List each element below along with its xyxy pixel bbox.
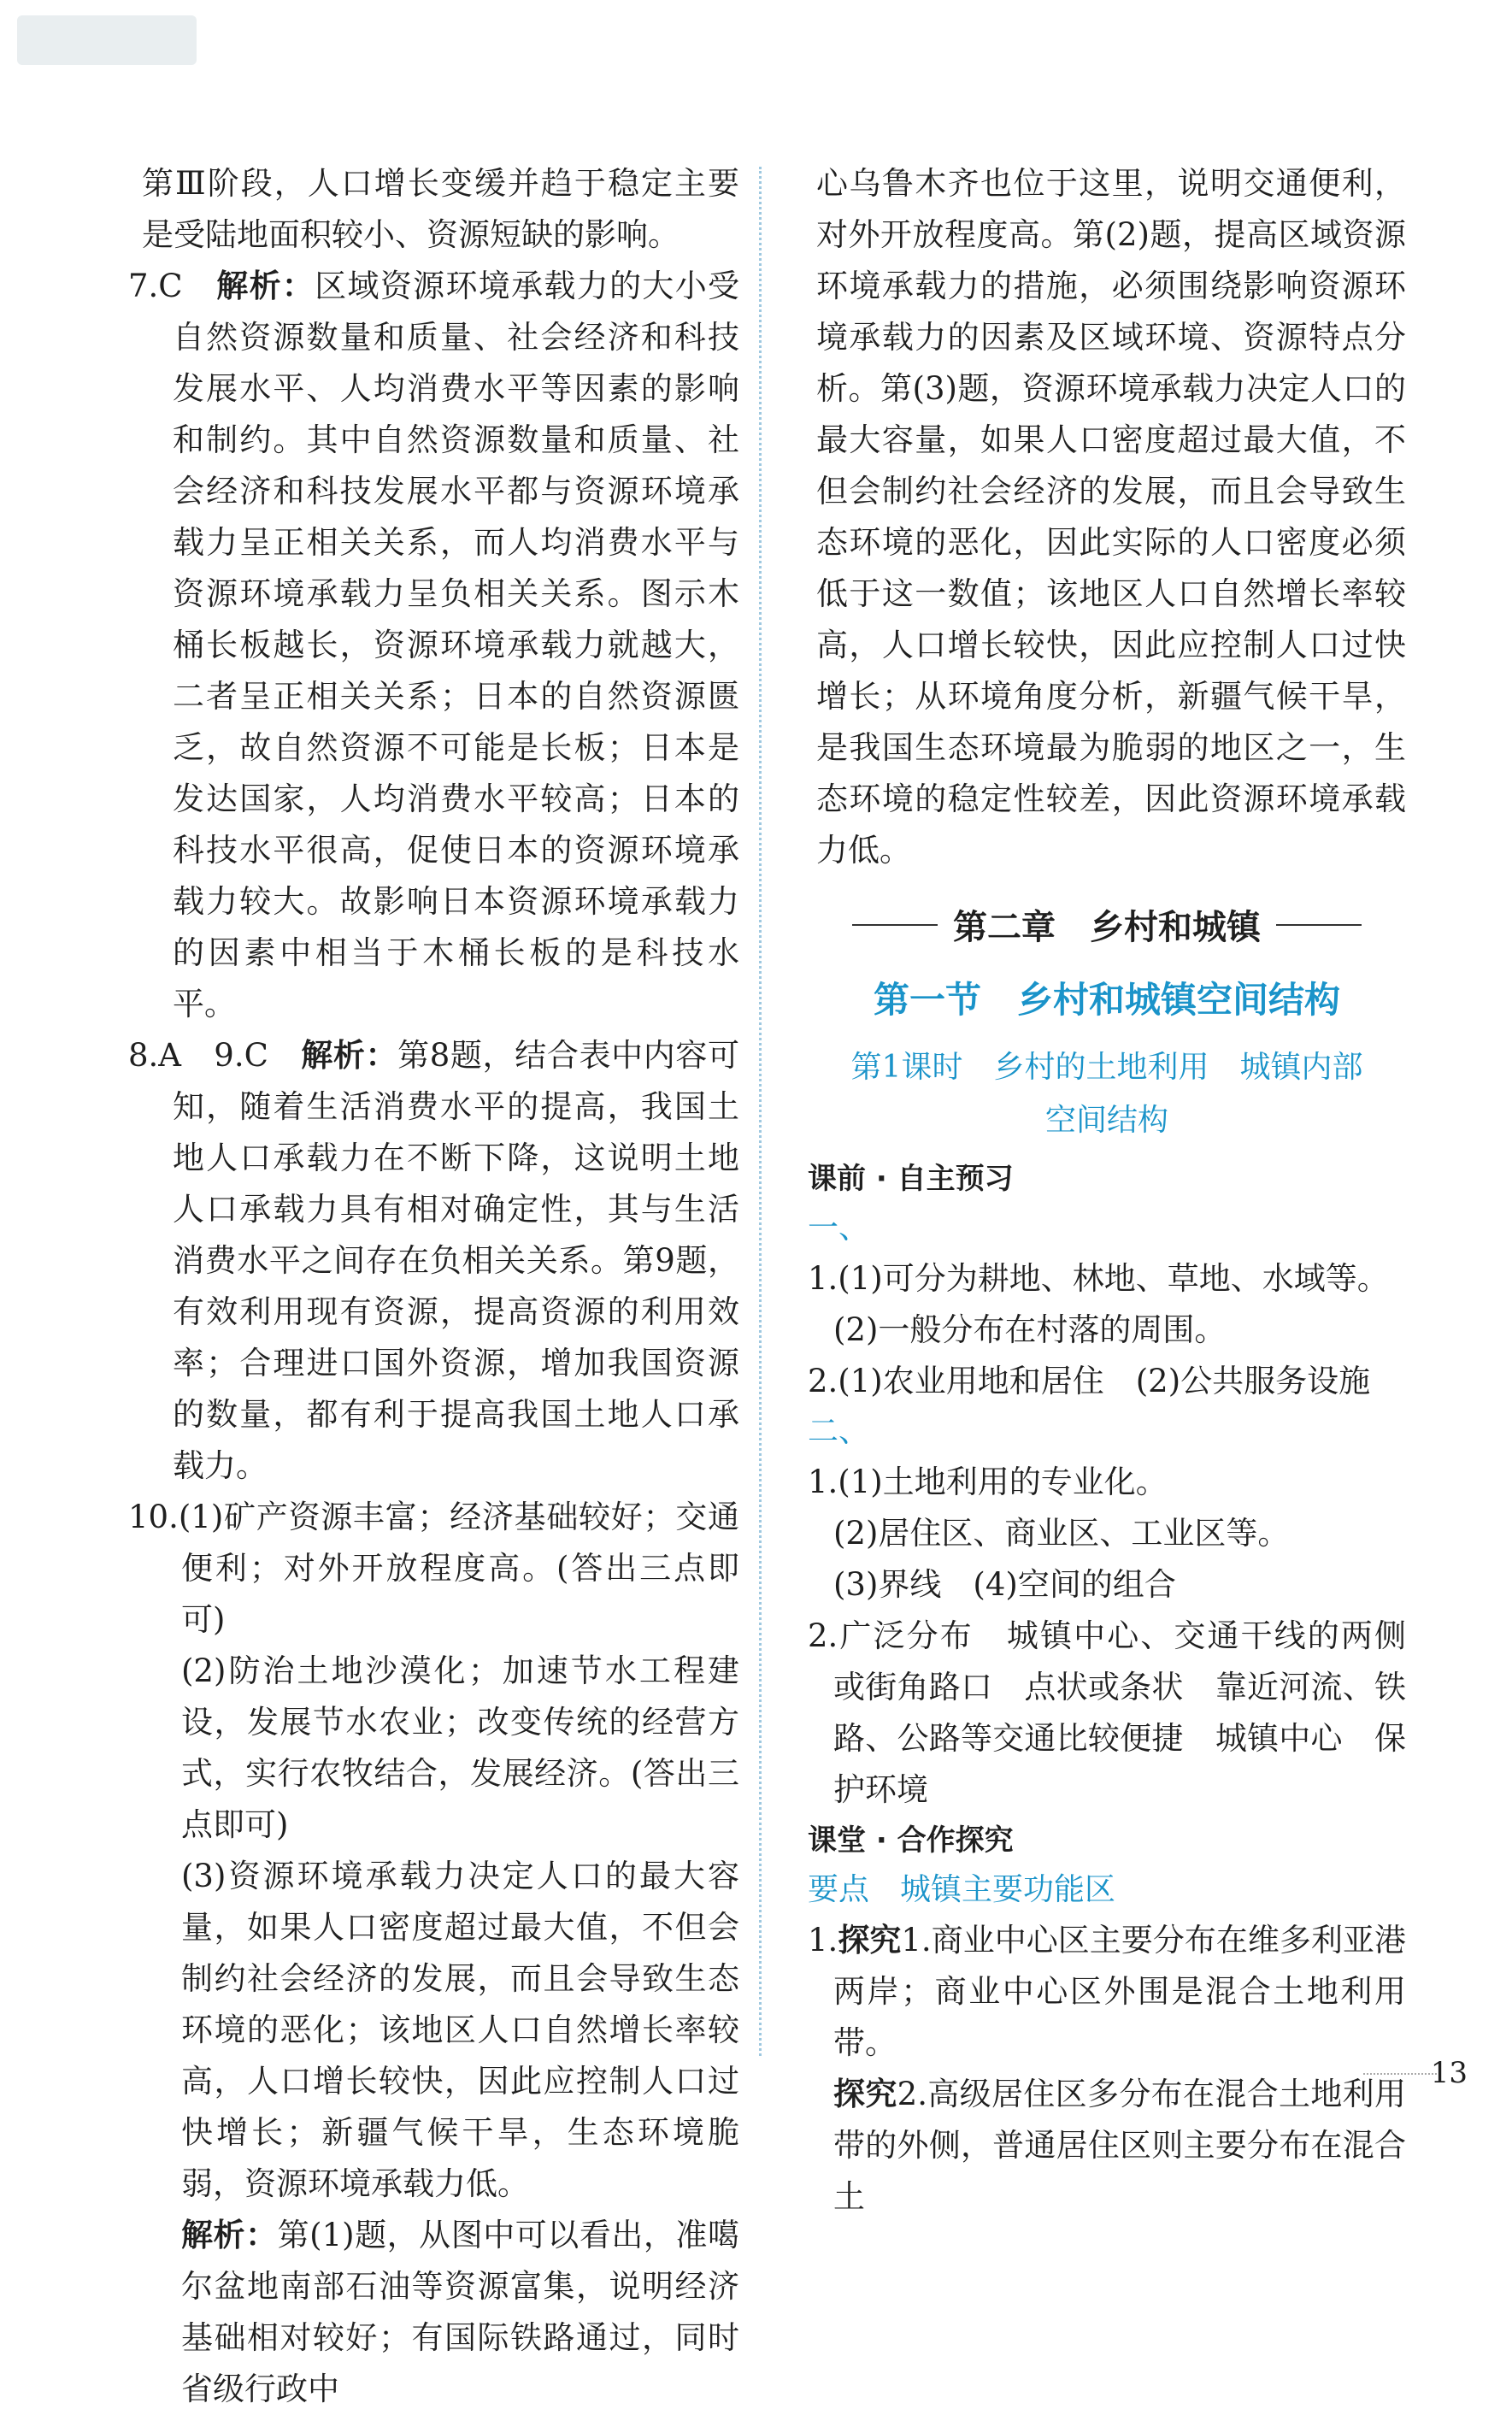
- part-two-item: (2)居住区、商业区、工业区等。: [833, 1515, 1290, 1552]
- left-column: [128, 158, 739, 2415]
- answer-8-9: [128, 1030, 739, 1492]
- part-one-label: 一、: [808, 1210, 870, 1246]
- answer-number: 8.A 9.C: [128, 1037, 268, 1074]
- analysis-label: 解析：: [216, 268, 315, 304]
- answer-10-part-1: [128, 1492, 739, 1646]
- analysis-continuation: 心乌鲁木齐也位于这里，说明交通便利，对外开放程度高。第(2)题，提高区域资源环境承载力的措施，必须围绕影响资源环境承载力的因素及区域环境、资源特点分析。第(3)题，资源环境承载力决定人口的最大容量，如果人口密度超过最大值，不但会制约社会经济的发展，而且会导致生态环境的恶化，因此实际的人口密度必须低于这一数值；该地区人口自然增长率较高，人口增长较快，因此应控制人口过快增长；从环境角度分析，新疆气候干旱，是我国生态环境最为脆弱的地区之一，生态环境的稳定性较差，因此资源环境承载力低。: [816, 165, 1406, 869]
- explore-item-1: [808, 1915, 1406, 2069]
- explore-number: 1.: [808, 1922, 838, 1959]
- answer-number: 10.: [128, 1499, 179, 1535]
- chapter-rule-right: [1276, 924, 1362, 926]
- part-one-item: 1.(1)可分为耕地、林地、草地、水域等。: [808, 1260, 1389, 1297]
- explore-text: 1.商业中心区主要分布在维多利亚港两岸；商业中心区外围是混合土地利用带。: [833, 1922, 1406, 2061]
- lesson-title: [808, 1041, 1406, 1147]
- explore-label: 探究: [838, 1922, 902, 1959]
- page-number: 13: [1430, 2056, 1468, 2090]
- answer-number: 7.C: [128, 268, 183, 304]
- page-number-dots: [1363, 2073, 1440, 2075]
- answer-text: 第8题，结合表中内容可知，随着生活消费水平的提高，我国土地人口承载力在不断下降，这说明土地人口承载力具有相对确定性，其与生活消费水平之间存在负相关关系。第9题，有效利用现有资源，提高资源的利用效率；合理进口国外资源，增加我国资源的数量，都有利于提高我国土地人口承载力。: [173, 1037, 740, 1484]
- key-point-title: 要点 城镇主要功能区: [808, 1872, 1116, 1907]
- answer-10-part-2: (2)防治土地沙漠化；加速节水工程建设，发展节水农业；改变传统的经营方式，实行农牧结合，发展经济。(答出三点即可): [181, 1652, 739, 1843]
- part-two-item: 2.广泛分布 城镇中心、交通干线的两侧或街角路口 点状或条状 靠近河流、铁路、公路等交通比较便捷 城镇中心 保护环境: [808, 1617, 1406, 1808]
- answer-text: (1)矿产资源丰富；经济基础较好；交通便利；对外开放程度高。(答出三点即可): [178, 1499, 739, 1638]
- analysis-label: 解析：: [181, 2217, 278, 2253]
- right-column: [808, 158, 1406, 2223]
- chapter-rule-left: [852, 924, 938, 926]
- section-title: 第一节 乡村和城镇空间结构: [873, 979, 1340, 1021]
- part-one-item: 2.(1)农业用地和居住 (2)公共服务设施: [808, 1363, 1371, 1399]
- lesson-title-line-1: 第1课时 乡村的土地利用 城镇内部: [850, 1050, 1363, 1085]
- in-class-header: 课堂 · 合作探究: [808, 1823, 1014, 1858]
- chapter-title-text: 第二章 乡村和城镇: [953, 908, 1261, 947]
- part-two-item: 1.(1)土地利用的专业化。: [808, 1464, 1168, 1500]
- answer-text: 第(1)题，从图中可以看出，准噶尔盆地南部石油等资源富集，说明经济基础相对较好；有国际铁路通过，同时省级行政中: [181, 2217, 739, 2407]
- analysis-label: 解析：: [301, 1037, 398, 1074]
- chapter-title: [808, 900, 1406, 949]
- explore-item-2: [808, 2069, 1406, 2223]
- part-two-label: 二、: [808, 1414, 870, 1449]
- paragraph-stage-three: 第Ⅲ阶段，人口增长变缓并趋于稳定主要是受陆地面积较小、资源短缺的影响。: [142, 165, 739, 253]
- answer-10-analysis: [128, 2210, 739, 2415]
- lesson-title-line-2: 空间结构: [1044, 1103, 1168, 1138]
- pre-class-header: 课前 · 自主预习: [808, 1162, 1014, 1196]
- explore-label: 探究: [833, 2076, 897, 2112]
- column-divider: [759, 167, 762, 2056]
- answer-7: [128, 261, 739, 1030]
- answer-10-part-3: (3)资源环境承载力决定人口的最大容量，如果人口密度超过最大值，不但会制约社会经济的发展，而且会导致生态环境的恶化；该地区人口自然增长率较高，人口增长较快，因此应控制人口过快增长；新疆气候干旱，生态环境脆弱，资源环境承载力低。: [181, 1858, 739, 2202]
- part-two-item: (3)界线 (4)空间的组合: [833, 1566, 1176, 1603]
- corner-logo-mark: [17, 15, 197, 65]
- part-one-item: (2)一般分布在村落的周围。: [833, 1311, 1227, 1348]
- answer-text: 区域资源环境承载力的大小受自然资源数量和质量、社会经济和科技发展水平、人均消费水平等因素的影响和制约。其中自然资源数量和质量、社会经济和科技发展水平都与资源环境承载力呈正相关关系，而人均消费水平与资源环境承载力呈负相关关系。图示木桶长板越长，资源环境承载力就越大，二者呈正相关关系；日本的自然资源匮乏，故自然资源不可能是长板；日本是发达国家，人均消费水平较高；日本的科技水平很高，促使日本的资源环境承载力较大。故影响日本资源环境承载力的因素中相当于木桶长板的是科技水平。: [173, 268, 740, 1022]
- explore-text: 2.高级居住区多分布在混合土地利用带的外侧，普通居住区则主要分布在混合土: [833, 2076, 1406, 2215]
